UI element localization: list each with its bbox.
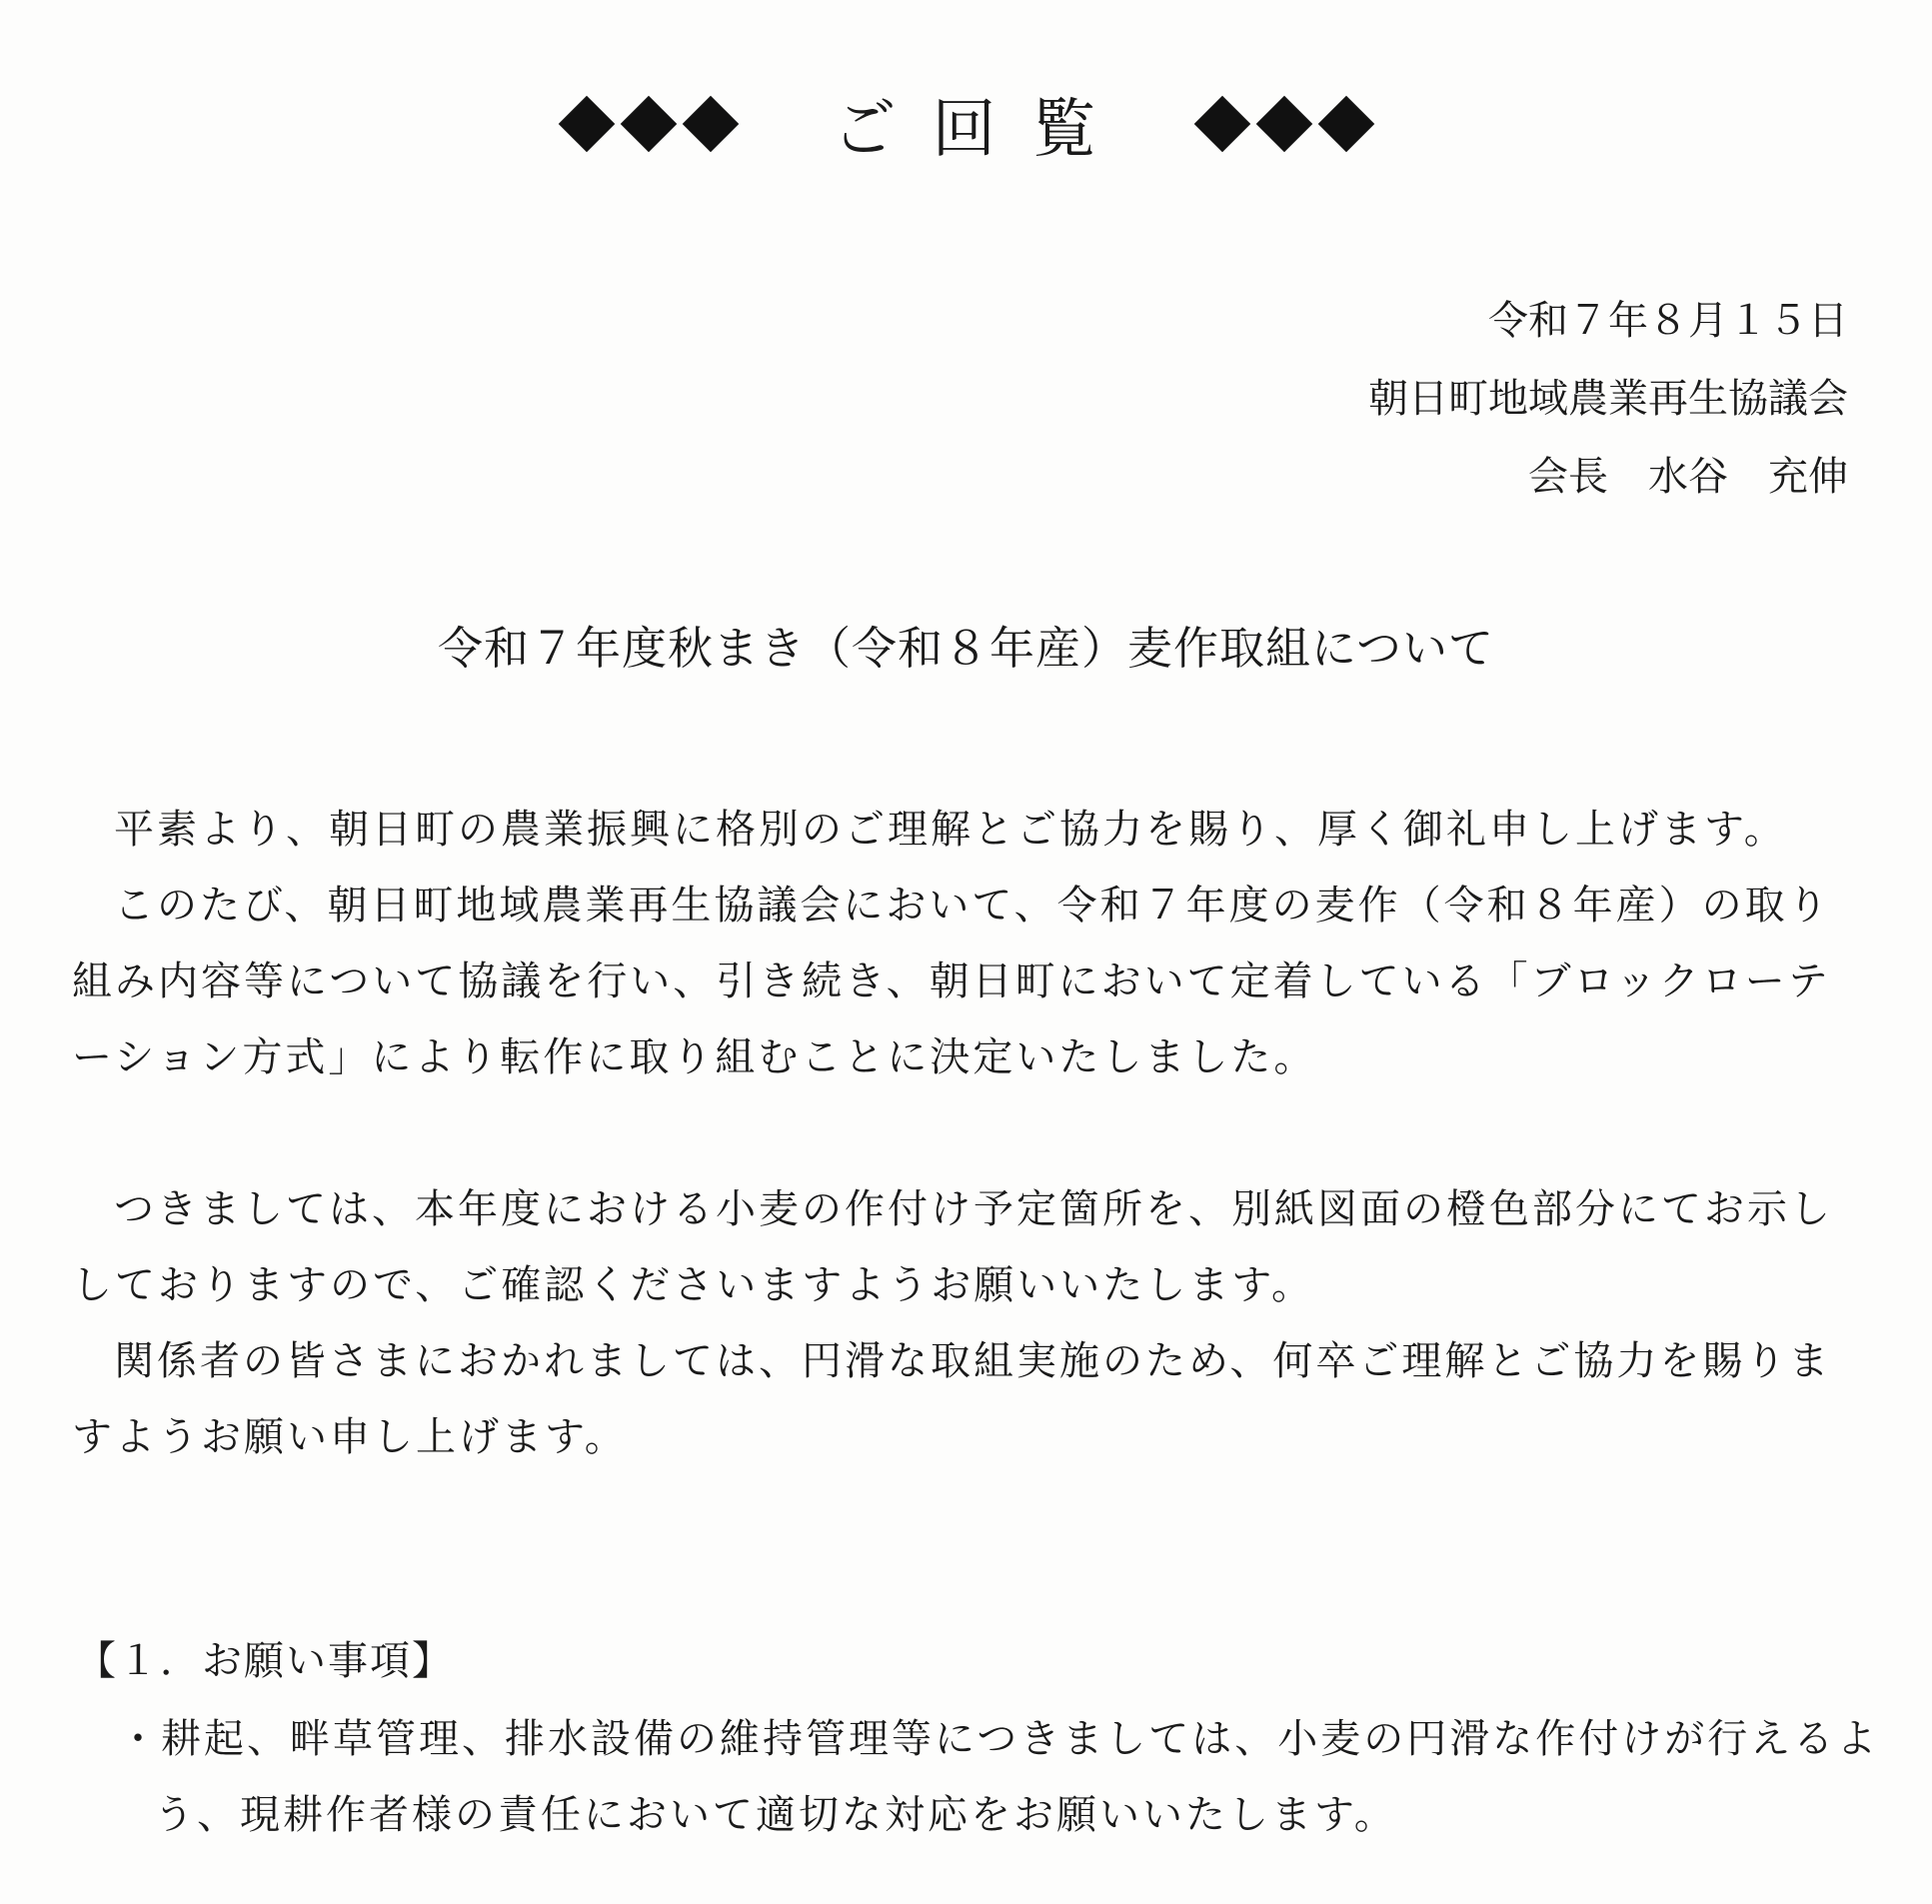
diamond-icon bbox=[1317, 96, 1374, 153]
document-title: ご回覧 bbox=[832, 93, 1132, 167]
request-item: ・耕起、畔草管理、排水設備の維持管理等につきましては、小麦の円滑な作付けが行えるよう、現耕作者様の責任において適切な対応をお願いいたします。 bbox=[118, 1716, 1880, 1838]
issue-date: 令和７年８月１５日 bbox=[1488, 298, 1848, 344]
body-paragraph: 関係者の皆さまにおかれましては、円滑な取組実施のため、何卒ご理解とご協力を賜りますようお願い申し上げます。 bbox=[72, 1338, 1832, 1460]
requests-heading: 【１．お願い事項】 bbox=[76, 1638, 454, 1684]
sender-block bbox=[1368, 282, 1848, 516]
ornament-right bbox=[1192, 104, 1376, 144]
diamond-icon bbox=[682, 96, 739, 153]
diamond-icon bbox=[1193, 96, 1250, 153]
document-header bbox=[0, 78, 1932, 170]
body-section-1 bbox=[72, 792, 1851, 1095]
ornament-left bbox=[557, 104, 741, 144]
body-paragraph: このたび、朝日町地域農業再生協議会において、令和７年度の麦作（令和８年産）の取り組み内容等について協議を行い、引き続き、朝日町において定着している「ブロックローテーション方式」により転作に取り組むことに決定いたしました。 bbox=[72, 883, 1831, 1080]
body-paragraph: つきましては、本年度における小麦の作付け予定箇所を、別紙図面の橙色部分にてお示ししておりますので、ご確認くださいますようお願いいたします。 bbox=[72, 1186, 1833, 1308]
body-section-2 bbox=[72, 1171, 1851, 1475]
diamond-icon bbox=[1255, 96, 1312, 153]
diamond-icon bbox=[620, 96, 677, 153]
body-paragraph: 平素より、朝日町の農業振興に格別のご理解とご協力を賜り、厚く御礼申し上げます。 bbox=[114, 807, 1787, 853]
diamond-icon bbox=[558, 96, 615, 153]
organization-name: 朝日町地域農業再生協議会 bbox=[1368, 376, 1848, 422]
representative-name: 会長 水谷 充伸 bbox=[1528, 454, 1848, 500]
subject-line: 令和７年度秋まき（令和８年産）麦作取組について bbox=[437, 622, 1495, 675]
